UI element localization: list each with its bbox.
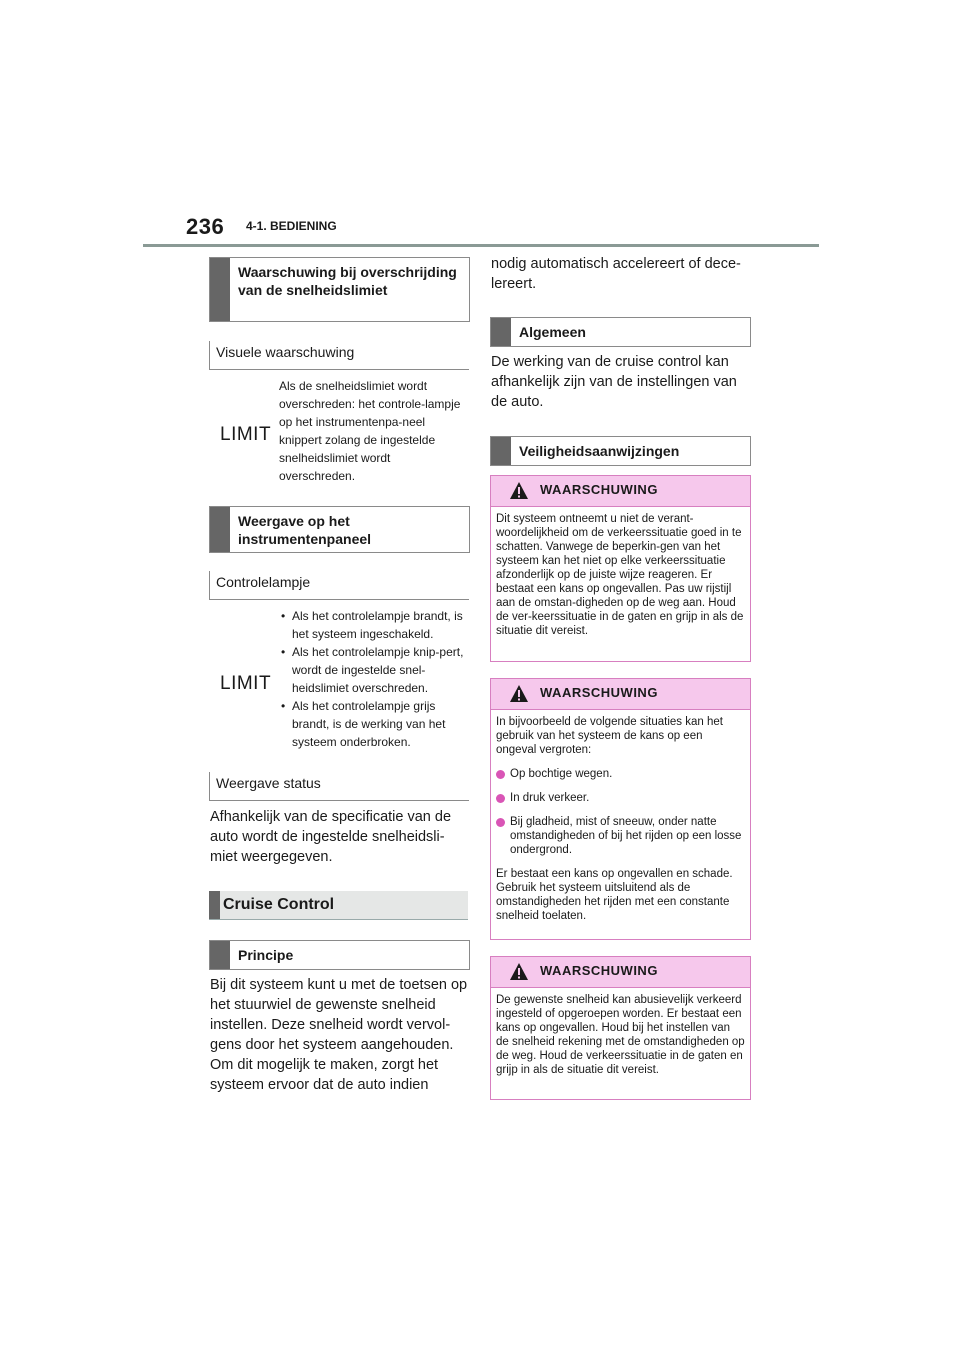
section-title: Cruise Control — [223, 896, 335, 913]
heading-text: Weergave op het instrumentenpaneel — [238, 513, 372, 547]
warning-header — [491, 679, 750, 710]
heading-text: Veiligheidsaanwijzingen — [519, 443, 680, 459]
list-item — [496, 791, 745, 805]
warning-body — [491, 507, 750, 644]
list-item: • Als het controlelampje grijs brandt, is de werking van het systeem onderbroken. — [281, 697, 467, 751]
list-item-text: Op bochtige wegen. — [510, 768, 613, 780]
status-paragraph: Afhankelijk van de specificatie van de auto wordt de ingestelde snelheidsli-miet weergegeven. — [210, 809, 452, 865]
heading-text: Algemeen — [519, 324, 586, 340]
warning-text: In bijvoorbeeld de volgende situaties kan het gebruik van het systeem de kans op een ongeval vergroten: — [496, 716, 723, 756]
list-item: • Als het controlelampje knip-pert, wordt de ingestelde snel-heidslimiet overschreden. — [281, 643, 467, 697]
subheading-visual-warning: Visuele waarschuwing — [209, 341, 469, 370]
warning-header — [491, 476, 750, 507]
subheading-status: Weergave status — [209, 772, 469, 801]
list-item — [496, 815, 745, 857]
bullet-dot-icon — [496, 818, 505, 827]
heading-box-safety — [490, 436, 751, 466]
warning-body — [491, 988, 750, 1083]
warning-header — [491, 957, 750, 988]
list-item — [496, 767, 745, 781]
warning-box-1 — [490, 475, 751, 662]
warning-title: WAARSCHUWING — [540, 963, 658, 978]
warning-text: De gewenste snelheid kan abusievelijk verkeerd ingesteld of opgeroepen worden. Er bestaat een kans op ongevallen. Houd bij het instellen van de snelheid rekening met de omstandigheden op de weg. Houd de verkeerssituatie in de gaten en grijp in als de situatie dit vereist. — [496, 994, 745, 1076]
heading-box-speed-warning — [209, 257, 470, 322]
general-paragraph: De werking van de cruise control kan afhankelijk zijn van de instellingen van de auto. — [491, 354, 737, 410]
warning-box-3 — [490, 956, 751, 1100]
section-bar — [209, 891, 220, 919]
list-item: • Als het controlelampje brandt, is het systeem ingeschakeld. — [281, 607, 467, 643]
chapter-title: 4-1. BEDIENING — [246, 219, 337, 233]
bullet-dot-icon — [496, 770, 505, 779]
heading-bar — [210, 258, 230, 321]
header-divider — [143, 244, 819, 247]
list-item-text: Bij gladheid, mist of sneeuw, onder natte omstandigheden of bij het rijden op een losse ondergrond. — [510, 816, 742, 856]
heading-bar — [210, 507, 230, 552]
principle-paragraph: Bij dit systeem kunt u met de toetsen op het stuurwiel de gewenste snelheid instellen. Deze snelheid wordt vervol-gens door het systeem aangehouden. Om dit mogelijk te maken, zorgt het systeem ervoor dat de auto indien — [210, 977, 468, 1093]
heading-box-general — [490, 317, 751, 347]
continued-paragraph: nodig automatisch accelereert of dece-lereert. — [491, 256, 741, 292]
heading-text: Waarschuwing bij overschrijding van de snelheidslimiet — [238, 264, 457, 298]
page-number: 236 — [186, 214, 225, 239]
heading-text: Principe — [238, 947, 294, 963]
heading-bar — [210, 941, 230, 969]
warning-triangle-icon — [509, 962, 529, 981]
warning-title: WAARSCHUWING — [540, 685, 658, 700]
warning-triangle-icon — [509, 481, 529, 500]
heading-box-principle — [209, 940, 470, 970]
visual-warning-description: Als de snelheidslimiet wordt overschreden: het controle-lampje op het instrumentenpa-neel knippert zolang de ingestelde snelheidslimiet wordt overschreden. — [279, 379, 461, 483]
indicator-description — [281, 607, 467, 751]
list-item-text: In druk verkeer. — [510, 792, 590, 804]
warning-text: Dit systeem ontneemt u niet de verant-woordelijkheid om de verkeerssituatie goed in te schatten. Vanwege de beperkin-gen van het systeem kan het niet op elke verkeerssituatie afzonderlijk op de juiste wijze reageren. Er bestaat een kans op ongevallen. Pas uw rijstijl aan de omstan-digheden op de weg aan. Houd de ver-keerssituatie in de gaten en grijp in als de situatie dit vereist. — [496, 513, 744, 637]
subheading-indicator: Controlelampje — [209, 571, 469, 600]
section-heading-cruise-control — [209, 891, 468, 920]
limit-indicator-icon: LIMIT — [220, 673, 272, 694]
bullet-dot-icon — [496, 794, 505, 803]
warning-triangle-icon — [509, 684, 529, 703]
limit-indicator-icon: LIMIT — [220, 424, 272, 445]
warning-title: WAARSCHUWING — [540, 482, 658, 497]
heading-box-display — [209, 506, 470, 553]
heading-bar — [491, 437, 511, 465]
heading-bar — [491, 318, 511, 346]
warning-body — [491, 710, 750, 929]
warning-text: Er bestaat een kans op ongevallen en schade. Gebruik het systeem uitsluitend als de omstandigheden het rijden met een constante snelheid toelaten. — [496, 868, 733, 922]
warning-box-2 — [490, 678, 751, 940]
